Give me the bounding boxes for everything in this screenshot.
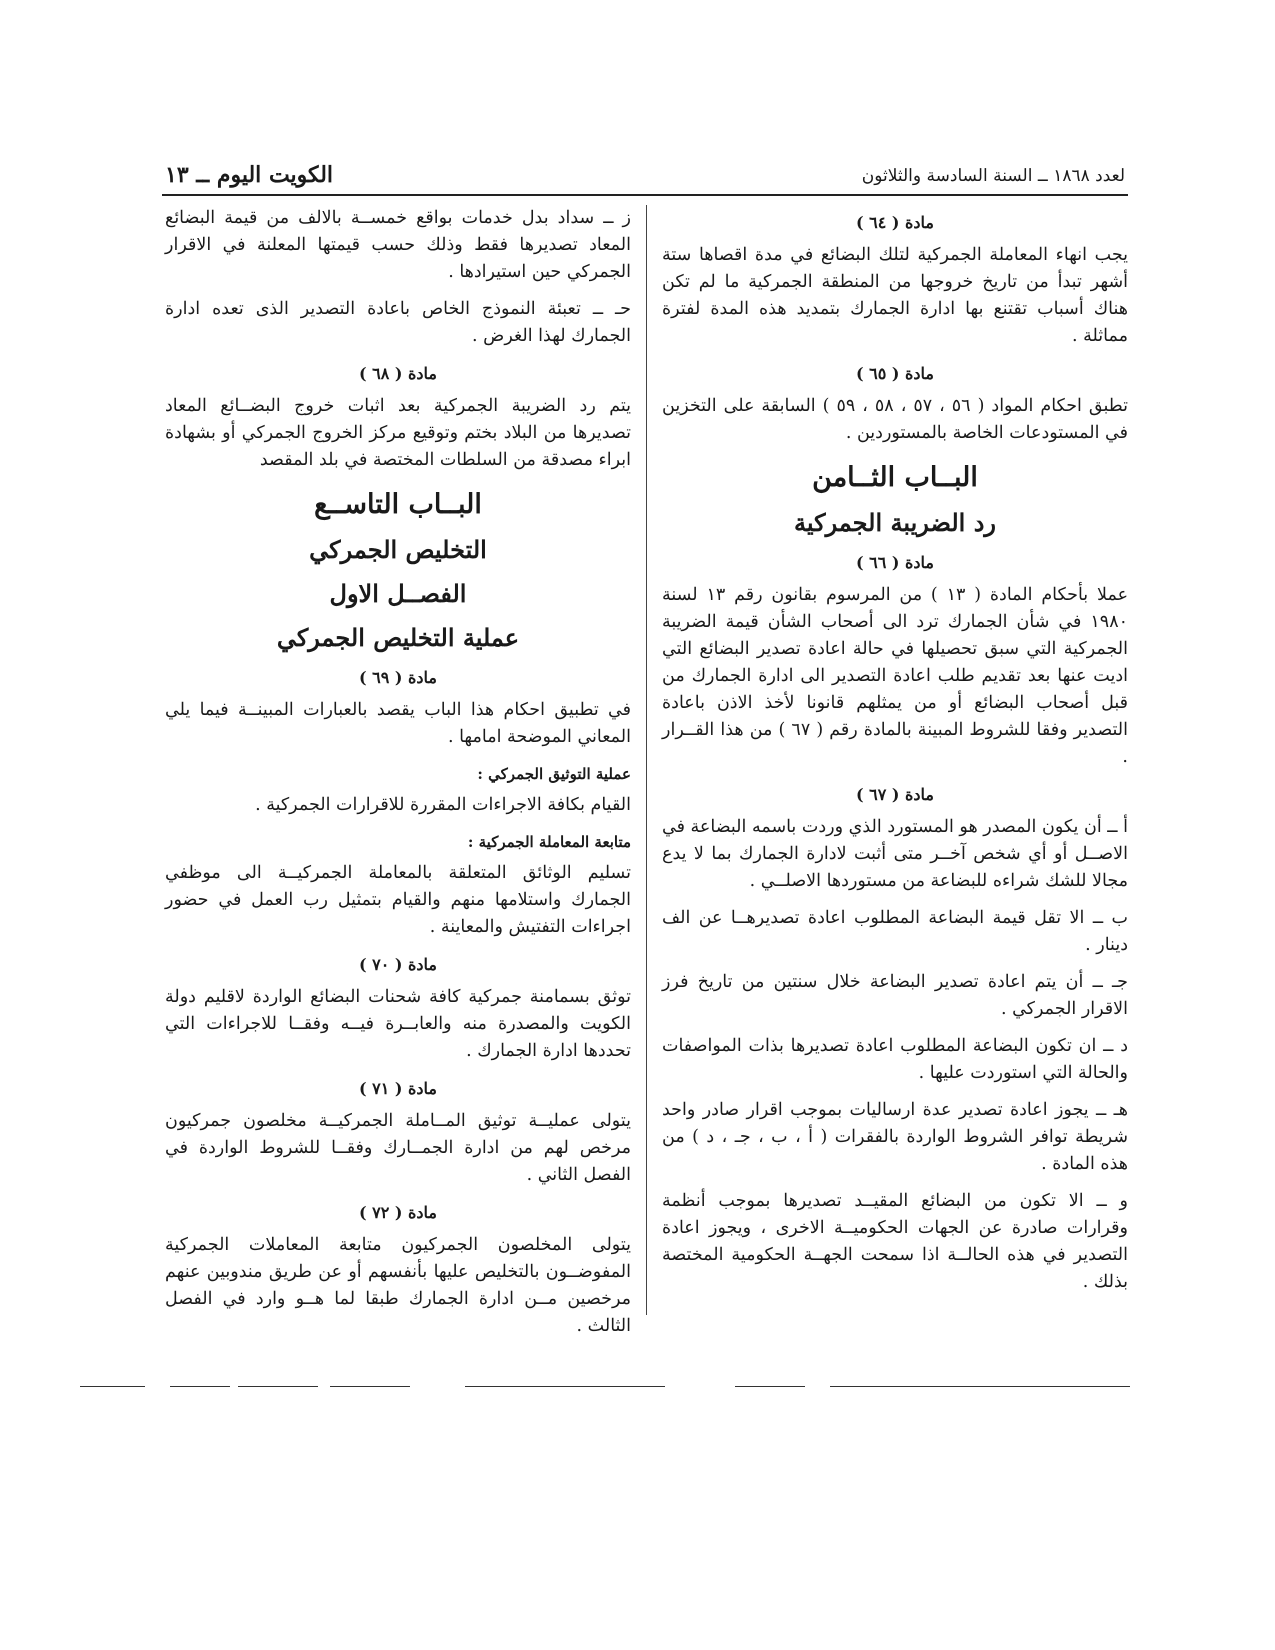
article-68-text: يتم رد الضريبة الجمركية بعد اثبات خروج البضــائع المعاد تصديرها من البلاد بختم وتوقيع مركز الخروج الجمركي أو بشهادة ابراء مصدقة من السلطات المختصة في بلد المقصد [165, 396, 631, 470]
article-69-text: في تطبيق احكام هذا الباب يقصد بالعبارات المبينــة فيما يلي المعاني الموضحة امامها . [165, 700, 631, 747]
term-customs-documentation-text: القيام بكافة الاجراءات المقررة للاقرارات الجمركية . [255, 795, 631, 815]
article-67-title: مادة ( ٦٧ ) [856, 785, 934, 804]
chapter-8-heading: البــاب الثــامن [812, 462, 978, 493]
article-71-text: يتولى عمليــة توثيق المــاملة الجمركيــة مخلصون جمركيون مرخص لهم من ادارة الجمــارك وفقــا للشروط الواردة في الفصل الثاني . [165, 1111, 631, 1185]
footer-rule-1 [80, 1386, 145, 1387]
footer-rule-6 [735, 1386, 805, 1387]
page-header [165, 162, 1125, 192]
article-72-title: مادة ( ٧٢ ) [359, 1203, 437, 1222]
footer-rule-3 [238, 1386, 318, 1387]
chapter-9-subheading: التخليص الجمركي [309, 535, 487, 564]
article-69-title: مادة ( ٦٩ ) [359, 668, 437, 687]
chapter-8-subheading: رد الضريبة الجمركية [794, 508, 996, 537]
section-1-subheading: عملية التخليص الجمركي [276, 623, 520, 652]
header-publication: الكويت اليوم ــ ١٣ [165, 162, 334, 188]
header-issue: لعدد ١٨٦٨ ــ السنة السادسة والثلاثون [861, 166, 1125, 186]
article-65-title: مادة ( ٦٥ ) [856, 364, 934, 383]
term-customs-follow-up: متابعة المعاملة الجمركية : [467, 833, 631, 851]
column-divider [646, 205, 647, 1315]
article-67-item-d: د ــ ان تكون البضاعة المطلوب اعادة تصديرها بذات المواصفات والحالة التي استوردت عليها . [662, 1036, 1128, 1083]
article-72-text: يتولى المخلصون الجمركيون متابعة المعاملات الجمركية المفوضــون بالتخليص عليها بأنفسهم أو عن طريق مندوبين عنهم مرخصين مــن ادارة الجمارك طبقا لما هــو وارد في الفصل الثالث . [165, 1235, 631, 1336]
article-70-text: توثق بسمامنة جمركية كافة شحنات البضائع الواردة لاقليم دولة الكويت والمصدرة منه والعابــرة فيــه وفقــا للاجراءات التي تحددها ادارة الجمارك . [165, 987, 631, 1061]
footer-rule-4 [330, 1386, 410, 1387]
article-70-title: مادة ( ٧٠ ) [359, 955, 437, 974]
article-67-item-h: حـ ــ تعبئة النموذج الخاص باعادة التصدير الذى تعده ادارة الجمارك لهذا الغرض . [165, 299, 631, 346]
article-66-title: مادة ( ٦٦ ) [856, 553, 934, 572]
article-67-item-b: ب ــ الا تقل قيمة البضاعة المطلوب اعادة تصديرهــا عن الف دينار . [662, 908, 1128, 955]
article-71-title: مادة ( ٧١ ) [359, 1079, 437, 1098]
chapter-9-heading: البــاب التاســع [314, 489, 482, 520]
article-67-item-a: أ ــ أن يكون المصدر هو المستورد الذي وردت باسمه البضاعة في الاصــل أو أي شخص آخــر متى أثبت لادارة الجمارك بما لا يدع مجالا للشك شراءه للبضاعة من مستوردها الاصلــي . [662, 817, 1128, 891]
footer-rule-7 [830, 1386, 1130, 1387]
term-customs-documentation: عملية التوثيق الجمركي : [477, 765, 631, 783]
article-64-text: يجب انهاء المعاملة الجمركية لتلك البضائع في مدة اقصاها ستة أشهر تبدأ من تاريخ خروجها من المنطقة الجمركية ما لم تكن هناك أسباب تقتنع بها ادارة الجمارك بتمديد هذه المدة لفترة مماثلة . [662, 245, 1128, 346]
article-68-title: مادة ( ٦٨ ) [359, 364, 437, 383]
article-67-item-f: و ــ الا تكون من البضائع المقيــد تصديرها بموجب أنظمة وقرارات صادرة عن الجهات الحكوميــة الاخرى ، ويجوز اعادة التصدير في هذه الحالــة اذا سمحت الجهــة الحكومية المختصة بذلك . [662, 1191, 1128, 1292]
term-customs-follow-up-text: تسليم الوثائق المتعلقة بالمعاملة الجمركيــة الى موظفي الجمارك واستلامها منهم والقيام بتمثيل رب العمل في حضور اجراءات التفتيش والمعاينة . [165, 863, 631, 937]
article-67-item-g: ز ــ سداد بدل خدمات بواقع خمســة بالالف من قيمة البضائع المعاد تصديرها فقط وذلك حسب قيمتها المعلنة في الاقرار الجمركي حين استيرادها . [165, 208, 631, 282]
article-64-title: مادة ( ٦٤ ) [856, 213, 934, 232]
article-67-item-e: هـ ــ يجوز اعادة تصدير عدة ارساليات بموجب اقرار صادر واحد شريطة توافر الشروط الواردة بالفقرات ( أ ، ب ، جـ ، د ) من هذه المادة . [662, 1100, 1128, 1174]
article-66-text: عملا بأحكام المادة ( ١٣ ) من المرسوم بقانون رقم ١٣ لسنة ١٩٨٠ في شأن الجمارك ترد الى أصحاب الشأن قيمة الضريبة الجمركية التي سبق تحصيلها في حالة اعادة تصدير البضائع التي اديت عنها بعد تقديم طلب اعادة التصدير الى ادارة الجمارك من قبل أصحاب البضائع أو من يمثلهم قانونا لأخذ الاذن باعادة التصدير وفقا للشروط المبينة بالمادة رقم ( ٦٧ ) من هذا القــرار . [662, 585, 1129, 767]
footer-rule-2 [170, 1386, 230, 1387]
left-column [165, 205, 631, 1350]
article-65-text: تطبق احكام المواد ( ٥٦ ، ٥٧ ، ٥٨ ، ٥٩ ) السابقة على التخزين في المستودعات الخاصة بالمستوردين . [662, 396, 1128, 443]
right-column [662, 205, 1128, 1306]
section-1-heading: الفصــل الاول [329, 579, 467, 608]
header-rule [162, 194, 1128, 196]
footer-rule-5 [465, 1386, 665, 1387]
article-67-item-c: جـ ــ أن يتم اعادة تصدير البضاعة خلال سنتين من تاريخ فرز الاقرار الجمركي . [662, 972, 1128, 1019]
